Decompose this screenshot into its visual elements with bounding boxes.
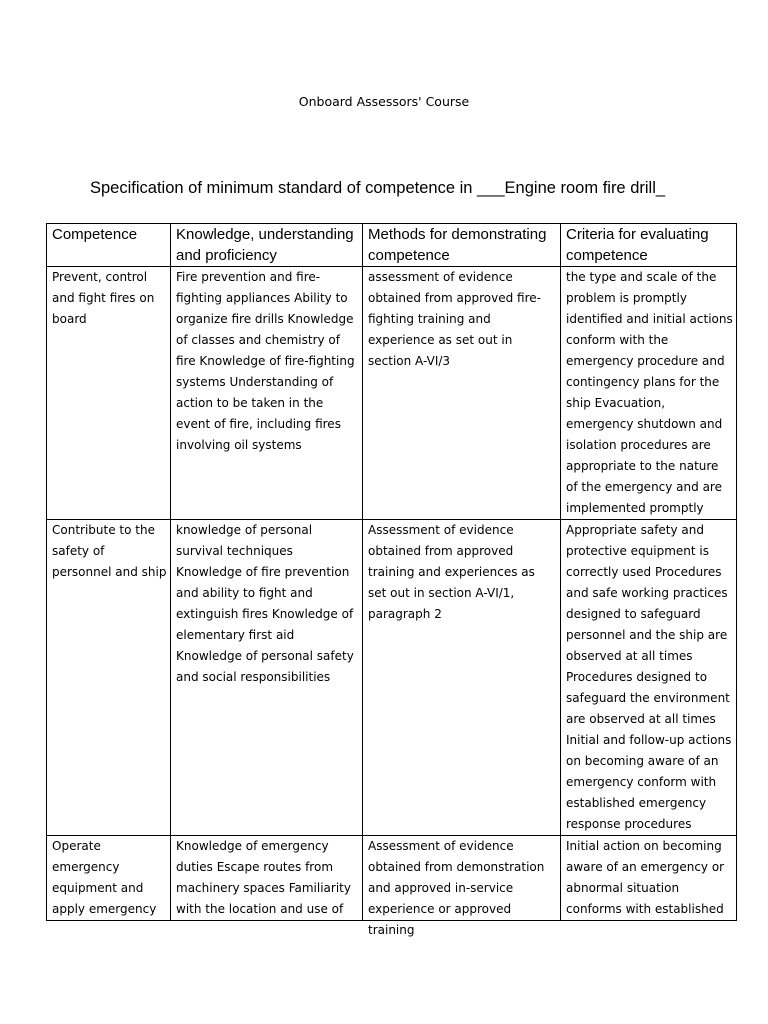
methods-cell-text: Assessment of evidence obtained from demonstration and approved in-service experience or approved training [368, 839, 545, 937]
methods-cell [363, 836, 561, 937]
column-header-competence: Competence [47, 224, 171, 267]
methods-cell: Assessment of evidence obtained from approved training and experiences as set out in section A-VI/1, paragraph 2 [363, 520, 561, 836]
course-header: Onboard Assessors' Course [298, 94, 470, 109]
competence-cell [47, 836, 171, 921]
knowledge-cell: Fire prevention and fire-fighting appliances Ability to organize fire drills Knowledge of classes and chemistry of fire Knowledge of fire-fighting systems Understanding of action to be taken in the event of fire, including fires involving oil systems [171, 267, 363, 520]
knowledge-cell [171, 836, 363, 921]
column-header-methods: Methods for demonstrating competence [363, 224, 561, 267]
criteria-cell [561, 836, 737, 921]
competence-cell: Contribute to the safety of personnel and ship [47, 520, 171, 836]
table-row [47, 836, 737, 921]
column-header-criteria: Criteria for evaluating competence [561, 224, 737, 267]
table-row [47, 267, 737, 520]
competence-cell-text: Operate emergency equipment and apply emergency [52, 839, 157, 916]
knowledge-cell-text: Knowledge of emergency duties Escape routes from machinery spaces Familiarity with the location and use of [176, 839, 351, 916]
methods-cell: assessment of evidence obtained from approved fire-fighting training and experience as set out in section A-VI/3 [363, 267, 561, 520]
criteria-cell: the type and scale of the problem is promptly identified and initial actions conform with the emergency procedure and contingency plans for the ship Evacuation, emergency shutdown and isolation procedures are appropriate to the nature of the emergency and are implemented promptly [561, 267, 737, 520]
table-header-row [47, 224, 737, 267]
table-row [47, 520, 737, 836]
criteria-cell-text: Initial action on becoming aware of an emergency or abnormal situation conforms with established [566, 839, 725, 916]
column-header-knowledge: Knowledge, understanding and proficiency [171, 224, 363, 267]
knowledge-cell: knowledge of personal survival techniques Knowledge of fire prevention and ability to fight and extinguish fires Knowledge of elementary first aid Knowledge of personal safety and social responsibilities [171, 520, 363, 836]
specification-title: Specification of minimum standard of competence in ___Engine room fire drill_ [90, 179, 666, 197]
competence-table [46, 223, 737, 937]
criteria-cell: Appropriate safety and protective equipment is correctly used Procedures and safe working practices designed to safeguard personnel and the ship are observed at all times Procedures designed to safeguard the environment are observed at all times Initial and follow-up actions on becoming aware of an emergency conform with established emergency response procedures [561, 520, 737, 836]
competence-cell: Prevent, control and fight fires on board [47, 267, 171, 520]
